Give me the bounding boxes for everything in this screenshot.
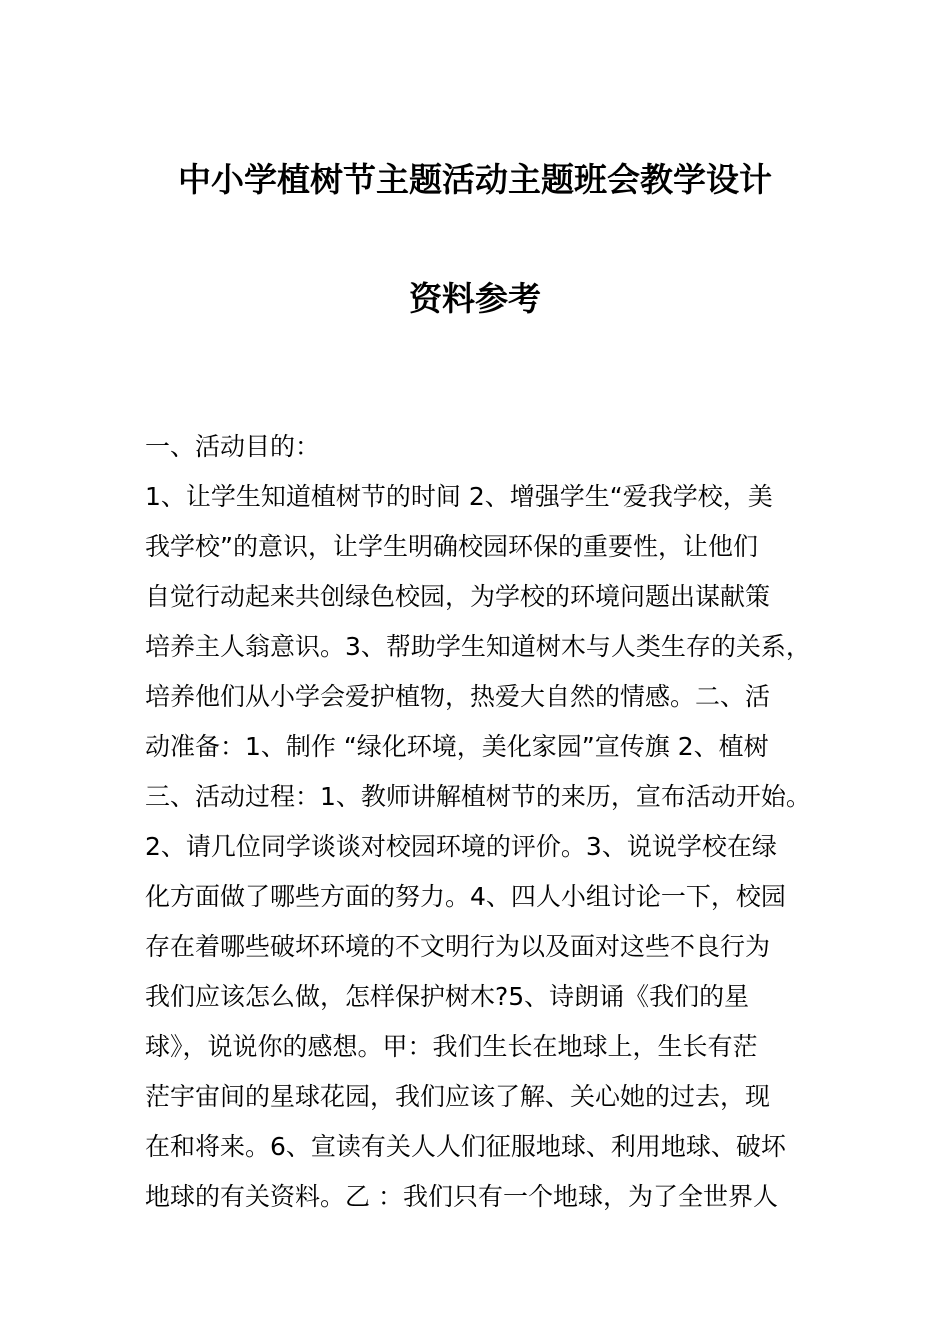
body-line: 存在着哪些破坏环境的不文明行为以及面对这些不良行为 (145, 932, 771, 961)
body-line: 三、活动过程：1、教师讲解植树节的来历，宣布活动开始。 (145, 782, 811, 811)
body-line: 球》，说说你的感想。甲：我们生长在地球上，生长有茫 (145, 1032, 758, 1061)
body-line: 2、请几位同学谈谈对校园环境的评价。3、说说学校在绿 (145, 832, 777, 861)
document-body (145, 422, 835, 1222)
body-line: 我学校”的意识，让学生明确校园环保的重要性，让他们 (145, 532, 758, 561)
body-line: 自觉行动起来共创绿色校园，为学校的环境问题出谋献策 (145, 582, 771, 611)
body-line: 茫宇宙间的星球花园，我们应该了解、关心她的过去，现 (145, 1082, 771, 1111)
body-line: 培养主人翁意识。3、帮助学生知道树木与人类生存的关系， (145, 632, 811, 661)
body-line: 动准备：1、制作 “绿化环境，美化家园”宣传旗 2、植树 (145, 732, 769, 761)
body-line: 一、活动目的： (145, 432, 321, 461)
body-line: 1、让学生知道植树节的时间 2、增强学生“爱我学校，美 (145, 482, 773, 511)
body-line: 在和将来。6、宣读有关人人们征服地球、利用地球、破坏 (145, 1132, 786, 1161)
document-title-line-2: 资料参考 (409, 279, 541, 318)
body-line: 化方面做了哪些方面的努力。4、四人小组讨论一下，校园 (145, 882, 786, 911)
body-line: 地球的有关资料。乙 ：我们只有一个地球，为了全世界人 (145, 1182, 778, 1211)
body-line: 培养他们从小学会爱护植物，热爱大自然的情感。二、活 (145, 682, 771, 711)
document-title-line-1: 中小学植树节主题活动主题班会教学设计 (178, 160, 772, 199)
body-line: 我们应该怎么做，怎样保护树木?5、诗朗诵《我们的星 (145, 982, 750, 1011)
